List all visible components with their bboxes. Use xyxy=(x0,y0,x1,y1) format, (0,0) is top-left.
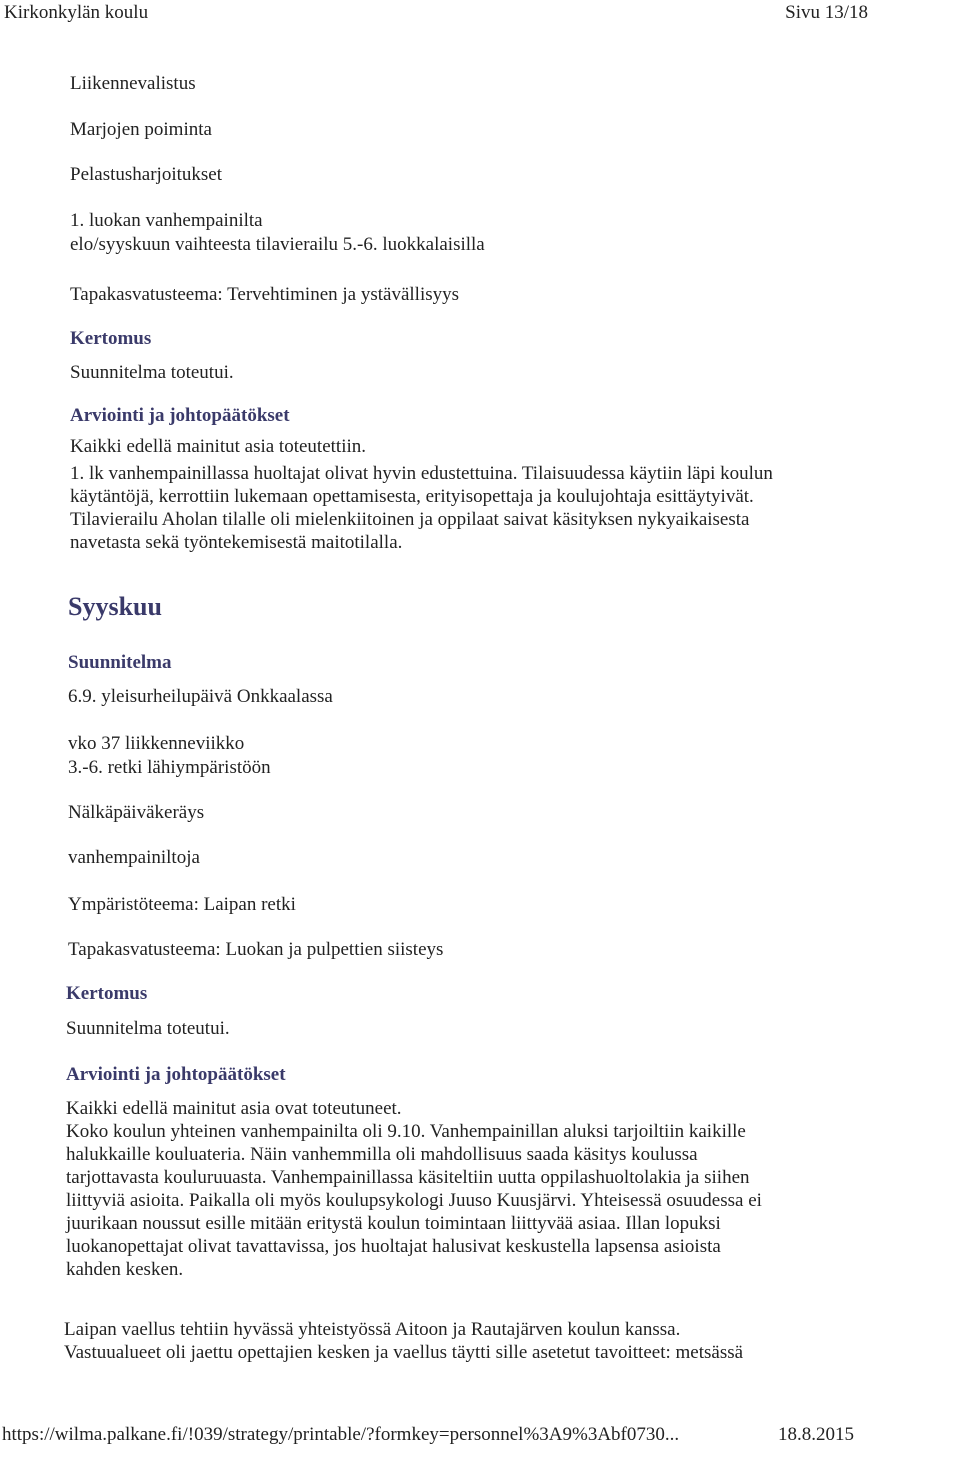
item-marjojen-poiminta: Marjojen poiminta xyxy=(70,119,212,140)
item-liikennevalistus: Liikennevalistus xyxy=(70,73,196,94)
footer-date: 18.8.2015 xyxy=(778,1424,854,1445)
sep-plan-item: 3.-6. retki lähiympäristöön xyxy=(68,757,271,778)
page-number: Sivu 13/18 xyxy=(785,2,868,23)
sep-arviointi-heading: Arviointi ja johtopäätökset xyxy=(66,1064,286,1085)
aug-arviointi-paragraph xyxy=(70,435,870,554)
aug-arviointi-line: 1. lk vanhempainillassa huoltajat olivat hyvin edustettuina. Tilaisuudessa käytiin läpi koulun xyxy=(70,463,773,484)
sep-plan-item: vanhempainiltoja xyxy=(68,847,200,868)
sep-plan-item: Tapakasvatusteema: Luokan ja pulpettien siisteys xyxy=(68,939,444,960)
sep-plan-item: Nälkäpäiväkeräys xyxy=(68,802,205,823)
sep-kertomus-text: Suunnitelma toteutui. xyxy=(66,1018,230,1039)
laippa-line: Laipan vaellus tehtiin hyvässä yhteistyössä Aitoon ja Rautajärven koulun kanssa. xyxy=(64,1319,681,1340)
sep-arviointi-line: luokanopettajat olivat tavattavissa, jos huoltajat halusivat keskustella lapsensa asioista xyxy=(66,1236,721,1257)
aug-arviointi-line: Tilavierailu Aholan tilalle oli mielenkiitoinen ja oppilaat saivat käsityksen nykyaikaisesta xyxy=(70,509,750,530)
aug-arviointi-line: navetasta sekä työntekemisestä maitotilalla. xyxy=(70,532,403,553)
aug-kertomus-text: Suunnitelma toteutui. xyxy=(70,362,234,383)
aug-arviointi-line: käytäntöjä, kerrottiin lukemaan opettamisesta, erityisopettaja ja koulujohtaja esittäytyivät. xyxy=(70,486,754,507)
sep-plan-item: 6.9. yleisurheilupäivä Onkkaalassa xyxy=(68,686,333,707)
sep-arviointi-line: tarjottavasta kouluruuasta. Vanhempainillassa käsiteltiin uutta oppilashuoltolakia ja siihen xyxy=(66,1167,750,1188)
sep-arviointi-line: juurikaan noussut esille mitään eritystä koulun toimintaan liittyvää asiaa. Illan lopuksi xyxy=(66,1213,721,1234)
aug-theme: Tapakasvatusteema: Tervehtiminen ja ystävällisyys xyxy=(70,284,460,305)
parent-evening-line-1: 1. luokan vanhempainilta xyxy=(70,210,263,231)
item-pelastusharjoitukset: Pelastusharjoitukset xyxy=(70,164,222,185)
laippa-line: Vastuualueet oli jaettu opettajien kesken ja vaellus täytti sille asetetut tavoitteet: metsässä xyxy=(64,1342,744,1363)
sep-arviointi-line: halukkaille kouluateria. Näin vanhemmilla oli mahdollisuus saada käsitys koulussa xyxy=(66,1144,698,1165)
aug-arviointi-heading: Arviointi ja johtopäätökset xyxy=(70,405,290,426)
sep-arviointi-line: liittyviä asioita. Paikalla oli myös koulupsykologi Juuso Kuusjärvi. Yhteisessä osuudessa ei xyxy=(66,1190,762,1211)
laippa-paragraph xyxy=(64,1318,864,1364)
sep-arviointi-line: Kaikki edellä mainitut asia ovat toteutuneet. xyxy=(66,1098,402,1119)
aug-kertomus-heading: Kertomus xyxy=(70,328,152,349)
sep-plan-item: vko 37 liikkenneviikko xyxy=(68,733,245,754)
sep-plan-item: Ympäristöteema: Laipan retki xyxy=(68,894,296,915)
sep-kertomus-heading: Kertomus xyxy=(66,983,148,1004)
school-name: Kirkonkylän koulu xyxy=(4,2,149,23)
parent-evening-line-2: elo/syyskuun vaihteesta tilavierailu 5.-6. luokkalaisilla xyxy=(70,234,485,255)
sep-arviointi-paragraph xyxy=(66,1097,866,1281)
footer-url: https://wilma.palkane.fi/!039/strategy/printable/?formkey=personnel%3A9%3Abf0730... xyxy=(2,1424,680,1445)
sep-arviointi-line: kahden kesken. xyxy=(66,1259,184,1280)
month-heading: Syyskuu xyxy=(68,592,162,621)
sep-arviointi-line: Koko koulun yhteinen vanhempainilta oli 9.10. Vanhempainillan aluksi tarjoiltiin kaikille xyxy=(66,1121,746,1142)
sep-plan-heading: Suunnitelma xyxy=(68,652,172,673)
aug-arviointi-line: Kaikki edellä mainitut asia toteutettiin. xyxy=(70,436,367,457)
